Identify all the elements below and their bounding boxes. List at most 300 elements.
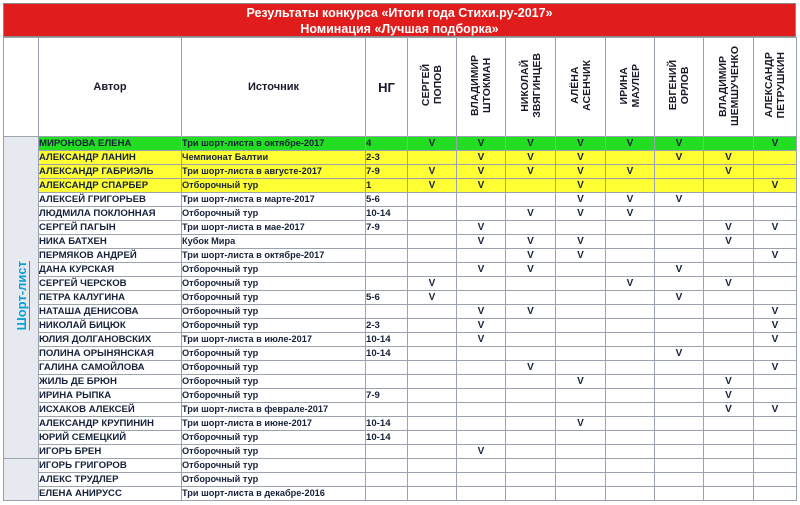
vote-cell: V xyxy=(457,221,506,235)
table-row xyxy=(4,333,797,347)
source-cell: Отборочный тур xyxy=(182,305,366,319)
table-row xyxy=(4,375,797,389)
vote-cell: V xyxy=(457,179,506,193)
vote-cell: V xyxy=(655,193,704,207)
vote-cell xyxy=(408,235,457,249)
ng-cell: 2-3 xyxy=(366,151,408,165)
author-cell: НАТАША ДЕНИСОВА xyxy=(39,305,182,319)
vote-cell: V xyxy=(704,389,754,403)
vote-cell xyxy=(606,347,655,361)
jury-name: ИРИНА МАУЛЕР xyxy=(618,63,642,108)
vote-cell xyxy=(655,403,704,417)
vote-cell xyxy=(408,431,457,445)
vote-cell: V xyxy=(556,235,606,249)
author-cell: ДАНА КУРСКАЯ xyxy=(39,263,182,277)
vote-cell: V xyxy=(556,137,606,151)
table-row xyxy=(4,179,797,193)
vote-cell xyxy=(704,347,754,361)
shortlist-group-cell xyxy=(4,137,39,459)
vote-cell xyxy=(655,459,704,473)
vote-cell xyxy=(506,417,556,431)
vote-cell: V xyxy=(556,375,606,389)
vote-cell: V xyxy=(655,347,704,361)
table-row xyxy=(4,151,797,165)
vote-cell xyxy=(556,221,606,235)
vote-cell: V xyxy=(704,221,754,235)
source-cell: Отборочный тур xyxy=(182,361,366,375)
vote-cell: V xyxy=(556,249,606,263)
author-cell: ПОЛИНА ОРЫНЯНСКАЯ xyxy=(39,347,182,361)
vote-cell: V xyxy=(457,151,506,165)
table-row xyxy=(4,319,797,333)
vote-cell xyxy=(655,445,704,459)
vote-cell xyxy=(704,137,754,151)
vote-cell xyxy=(606,375,655,389)
vote-cell xyxy=(506,445,556,459)
vote-cell xyxy=(408,445,457,459)
ng-cell: 10-14 xyxy=(366,207,408,221)
ng-cell: 10-14 xyxy=(366,333,408,347)
vote-cell: V xyxy=(408,179,457,193)
table-body xyxy=(4,137,797,501)
source-cell: Отборочный тур xyxy=(182,263,366,277)
vote-cell xyxy=(655,417,704,431)
vote-cell xyxy=(754,291,797,305)
vote-cell xyxy=(754,347,797,361)
vote-cell xyxy=(704,319,754,333)
table-row xyxy=(4,137,797,151)
vote-cell xyxy=(506,179,556,193)
vote-cell: V xyxy=(704,277,754,291)
vote-cell xyxy=(556,277,606,291)
vote-cell: V xyxy=(506,305,556,319)
author-cell: ЖИЛЬ ДЕ БРЮН xyxy=(39,375,182,389)
vote-cell xyxy=(506,291,556,305)
author-cell: АЛЕКСАНДР СПАРБЕР xyxy=(39,179,182,193)
vote-cell xyxy=(704,417,754,431)
vote-cell xyxy=(754,487,797,501)
vote-cell xyxy=(457,361,506,375)
vote-cell xyxy=(606,403,655,417)
vote-cell xyxy=(506,347,556,361)
ng-cell xyxy=(366,445,408,459)
vote-cell xyxy=(754,235,797,249)
vote-cell xyxy=(556,445,606,459)
author-cell: АЛЕКС ТРУДЛЕР xyxy=(39,473,182,487)
author-cell: АЛЕКСАНДР ГАБРИЭЛЬ xyxy=(39,165,182,179)
ng-cell xyxy=(366,375,408,389)
vote-cell xyxy=(655,473,704,487)
vote-cell xyxy=(704,431,754,445)
table-row xyxy=(4,249,797,263)
vote-cell: V xyxy=(606,137,655,151)
ng-cell xyxy=(366,459,408,473)
vote-cell xyxy=(556,361,606,375)
vote-cell xyxy=(704,193,754,207)
author-cell: ПЕРМЯКОВ АНДРЕЙ xyxy=(39,249,182,263)
vote-cell xyxy=(556,305,606,319)
author-cell: НИКОЛАЙ БИЦЮК xyxy=(39,319,182,333)
source-cell: Отборочный тур xyxy=(182,389,366,403)
vote-cell xyxy=(606,319,655,333)
vote-cell: V xyxy=(457,319,506,333)
vote-cell: V xyxy=(704,375,754,389)
vote-cell xyxy=(556,333,606,347)
vote-cell xyxy=(556,389,606,403)
source-cell: Три шорт-листа в августе-2017 xyxy=(182,165,366,179)
header-blank xyxy=(4,38,39,137)
header-jury-3 xyxy=(506,38,556,137)
header-jury-8 xyxy=(754,38,797,137)
vote-cell xyxy=(655,235,704,249)
ng-cell xyxy=(366,487,408,501)
ng-cell xyxy=(366,305,408,319)
vote-cell xyxy=(754,151,797,165)
vote-cell: V xyxy=(606,207,655,221)
vote-cell xyxy=(506,319,556,333)
table-row xyxy=(4,487,797,501)
vote-cell xyxy=(606,389,655,403)
source-cell: Отборочный тур xyxy=(182,473,366,487)
author-cell: НИКА БАТХЕН xyxy=(39,235,182,249)
vote-cell xyxy=(754,263,797,277)
vote-cell xyxy=(506,193,556,207)
vote-cell: V xyxy=(606,193,655,207)
table-row xyxy=(4,193,797,207)
vote-cell xyxy=(408,151,457,165)
vote-cell: V xyxy=(457,263,506,277)
title-line-2: Номинация «Лучшая подборка» xyxy=(300,22,499,36)
vote-cell: V xyxy=(408,277,457,291)
vote-cell: V xyxy=(506,207,556,221)
vote-cell xyxy=(606,417,655,431)
ng-cell: 5-6 xyxy=(366,193,408,207)
vote-cell xyxy=(408,333,457,347)
vote-cell xyxy=(704,361,754,375)
jury-name: СЕРГЕЙ ПОПОВ xyxy=(420,64,444,107)
table-row xyxy=(4,207,797,221)
vote-cell xyxy=(506,333,556,347)
vote-cell: V xyxy=(506,249,556,263)
author-cell: ИГОРЬ ГРИГОРОВ xyxy=(39,459,182,473)
source-cell: Три шорт-листа в июле-2017 xyxy=(182,333,366,347)
vote-cell: V xyxy=(556,207,606,221)
source-cell: Три шорт-листа в октябре-2017 xyxy=(182,249,366,263)
vote-cell xyxy=(457,207,506,221)
vote-cell xyxy=(606,487,655,501)
vote-cell xyxy=(704,249,754,263)
vote-cell: V xyxy=(556,151,606,165)
source-cell: Отборочный тур xyxy=(182,179,366,193)
vote-cell xyxy=(506,403,556,417)
vote-cell: V xyxy=(655,263,704,277)
ng-cell xyxy=(366,361,408,375)
jury-name: АЛЁНА АСЕНЧИК xyxy=(568,60,593,111)
jury-name: АЛЕКСАНДР ПЕТРУШКИН xyxy=(763,52,787,119)
table-row xyxy=(4,277,797,291)
vote-cell: V xyxy=(655,137,704,151)
table-row xyxy=(4,263,797,277)
source-cell: Отборочный тур xyxy=(182,431,366,445)
source-cell: Три шорт-листа в декабре-2016 xyxy=(182,487,366,501)
vote-cell: V xyxy=(506,361,556,375)
ng-cell xyxy=(366,403,408,417)
header-jury-7 xyxy=(704,38,754,137)
table-row xyxy=(4,347,797,361)
vote-cell: V xyxy=(408,137,457,151)
vote-cell xyxy=(754,165,797,179)
vote-cell xyxy=(754,207,797,221)
vote-cell xyxy=(408,403,457,417)
vote-cell: V xyxy=(457,235,506,249)
vote-cell xyxy=(556,473,606,487)
vote-cell: V xyxy=(556,179,606,193)
sheet-title xyxy=(3,3,796,37)
vote-cell xyxy=(655,333,704,347)
header-ng: НГ xyxy=(366,38,408,137)
jury-name: ЕВГЕНИЙ ОРЛОВ xyxy=(667,60,691,111)
header-jury-2 xyxy=(457,38,506,137)
vote-cell: V xyxy=(606,277,655,291)
vote-cell: V xyxy=(457,305,506,319)
vote-cell xyxy=(408,263,457,277)
vote-cell xyxy=(754,277,797,291)
vote-cell xyxy=(408,193,457,207)
vote-cell: V xyxy=(704,235,754,249)
ng-cell: 5-6 xyxy=(366,291,408,305)
vote-cell: V xyxy=(457,137,506,151)
source-cell: Отборочный тур xyxy=(182,347,366,361)
vote-cell xyxy=(606,235,655,249)
ng-cell: 7-9 xyxy=(366,165,408,179)
header-jury-4 xyxy=(556,38,606,137)
source-cell: Отборочный тур xyxy=(182,277,366,291)
vote-cell xyxy=(556,347,606,361)
vote-cell xyxy=(704,445,754,459)
ng-cell xyxy=(366,235,408,249)
vote-cell xyxy=(655,305,704,319)
ng-cell: 7-9 xyxy=(366,221,408,235)
source-cell: Кубок Мира xyxy=(182,235,366,249)
vote-cell: V xyxy=(556,417,606,431)
vote-cell xyxy=(606,249,655,263)
vote-cell xyxy=(655,221,704,235)
vote-cell: V xyxy=(506,165,556,179)
vote-cell: V xyxy=(506,263,556,277)
other-group-cell xyxy=(4,459,39,501)
vote-cell xyxy=(655,277,704,291)
vote-cell: V xyxy=(506,137,556,151)
table-row xyxy=(4,445,797,459)
source-cell: Чемпионат Балтии xyxy=(182,151,366,165)
vote-cell xyxy=(408,207,457,221)
vote-cell xyxy=(556,487,606,501)
author-cell: АЛЕКСАНДР ЛАНИН xyxy=(39,151,182,165)
vote-cell xyxy=(457,291,506,305)
vote-cell: V xyxy=(457,165,506,179)
author-cell: ИГОРЬ БРЕН xyxy=(39,445,182,459)
vote-cell xyxy=(606,263,655,277)
vote-cell xyxy=(457,277,506,291)
table-row xyxy=(4,221,797,235)
vote-cell xyxy=(606,431,655,445)
vote-cell: V xyxy=(704,151,754,165)
vote-cell: V xyxy=(704,403,754,417)
ng-cell xyxy=(366,263,408,277)
vote-cell xyxy=(754,459,797,473)
vote-cell xyxy=(704,263,754,277)
vote-cell: V xyxy=(408,165,457,179)
author-cell: ЮРИЙ СЕМЕЦКИЙ xyxy=(39,431,182,445)
vote-cell xyxy=(457,347,506,361)
vote-cell xyxy=(704,305,754,319)
vote-cell xyxy=(457,403,506,417)
vote-cell: V xyxy=(655,151,704,165)
table-row xyxy=(4,473,797,487)
vote-cell: V xyxy=(704,165,754,179)
vote-cell xyxy=(606,179,655,193)
vote-cell xyxy=(408,347,457,361)
vote-cell: V xyxy=(556,165,606,179)
ng-cell: 10-14 xyxy=(366,417,408,431)
vote-cell xyxy=(457,473,506,487)
table-row xyxy=(4,361,797,375)
table-row xyxy=(4,403,797,417)
vote-cell xyxy=(457,389,506,403)
source-cell: Отборочный тур xyxy=(182,445,366,459)
vote-cell xyxy=(704,473,754,487)
vote-cell xyxy=(655,389,704,403)
author-cell: МИРОНОВА ЕЛЕНА xyxy=(39,137,182,151)
vote-cell xyxy=(655,319,704,333)
vote-cell xyxy=(606,473,655,487)
table-row xyxy=(4,459,797,473)
ng-cell xyxy=(366,249,408,263)
vote-cell xyxy=(754,375,797,389)
vote-cell: V xyxy=(506,235,556,249)
source-cell: Отборочный тур xyxy=(182,375,366,389)
vote-cell xyxy=(704,459,754,473)
source-cell: Три шорт-листа в июне-2017 xyxy=(182,417,366,431)
vote-cell xyxy=(408,319,457,333)
vote-cell xyxy=(606,361,655,375)
vote-cell xyxy=(754,431,797,445)
vote-cell: V xyxy=(556,193,606,207)
vote-cell xyxy=(408,417,457,431)
vote-cell xyxy=(408,305,457,319)
author-cell: ИРИНА РЫПКА xyxy=(39,389,182,403)
author-cell: СЕРГЕЙ ЧЕРСКОВ xyxy=(39,277,182,291)
vote-cell xyxy=(704,291,754,305)
vote-cell xyxy=(655,179,704,193)
vote-cell: V xyxy=(408,291,457,305)
vote-cell xyxy=(556,431,606,445)
ng-cell: 2-3 xyxy=(366,319,408,333)
vote-cell xyxy=(556,263,606,277)
vote-cell xyxy=(457,459,506,473)
vote-cell xyxy=(655,431,704,445)
vote-cell: V xyxy=(754,179,797,193)
vote-cell xyxy=(655,361,704,375)
vote-cell: V xyxy=(754,319,797,333)
vote-cell xyxy=(408,473,457,487)
vote-cell xyxy=(556,319,606,333)
jury-name: ВЛАДИМИР ШТОКМАН xyxy=(469,55,493,116)
vote-cell: V xyxy=(457,333,506,347)
vote-cell xyxy=(606,305,655,319)
header-row xyxy=(4,38,797,137)
vote-cell xyxy=(506,221,556,235)
vote-cell xyxy=(408,389,457,403)
vote-cell xyxy=(556,403,606,417)
vote-cell: V xyxy=(754,361,797,375)
vote-cell xyxy=(606,151,655,165)
vote-cell xyxy=(704,207,754,221)
header-source: Источник xyxy=(182,38,366,137)
ng-cell xyxy=(366,473,408,487)
vote-cell xyxy=(655,249,704,263)
shortlist-label: Шорт-лист xyxy=(13,260,29,331)
vote-cell xyxy=(506,389,556,403)
vote-cell: V xyxy=(754,137,797,151)
author-cell: СЕРГЕЙ ПАГЫН xyxy=(39,221,182,235)
vote-cell xyxy=(506,375,556,389)
results-sheet xyxy=(3,3,796,504)
table-row xyxy=(4,431,797,445)
vote-cell xyxy=(556,291,606,305)
vote-cell xyxy=(754,417,797,431)
vote-cell xyxy=(655,207,704,221)
vote-cell xyxy=(457,417,506,431)
table-row xyxy=(4,235,797,249)
vote-cell: V xyxy=(606,165,655,179)
source-cell: Отборочный тур xyxy=(182,291,366,305)
vote-cell: V xyxy=(655,291,704,305)
vote-cell xyxy=(754,473,797,487)
author-cell: АЛЕКСАНДР КРУПИНИН xyxy=(39,417,182,431)
vote-cell xyxy=(457,431,506,445)
vote-cell xyxy=(704,487,754,501)
vote-cell xyxy=(408,487,457,501)
author-cell: ЮЛИЯ ДОЛГАНОВСКИХ xyxy=(39,333,182,347)
vote-cell xyxy=(556,459,606,473)
table-row xyxy=(4,305,797,319)
table-row xyxy=(4,417,797,431)
vote-cell xyxy=(754,389,797,403)
vote-cell: V xyxy=(754,249,797,263)
vote-cell xyxy=(408,459,457,473)
header-author: Автор xyxy=(39,38,182,137)
vote-cell xyxy=(457,487,506,501)
vote-cell xyxy=(457,193,506,207)
vote-cell: V xyxy=(754,403,797,417)
author-cell: ПЕТРА КАЛУГИНА xyxy=(39,291,182,305)
vote-cell xyxy=(704,179,754,193)
vote-cell xyxy=(408,361,457,375)
vote-cell xyxy=(655,375,704,389)
source-cell: Отборочный тур xyxy=(182,459,366,473)
header-jury-1 xyxy=(408,38,457,137)
vote-cell xyxy=(655,165,704,179)
jury-name: ВЛАДИМИР ШЕМШУЧЕНКО xyxy=(716,45,741,126)
source-cell: Отборочный тур xyxy=(182,207,366,221)
vote-cell xyxy=(655,487,704,501)
vote-cell xyxy=(606,445,655,459)
vote-cell xyxy=(704,333,754,347)
vote-cell xyxy=(606,221,655,235)
vote-cell xyxy=(408,221,457,235)
vote-cell xyxy=(457,249,506,263)
